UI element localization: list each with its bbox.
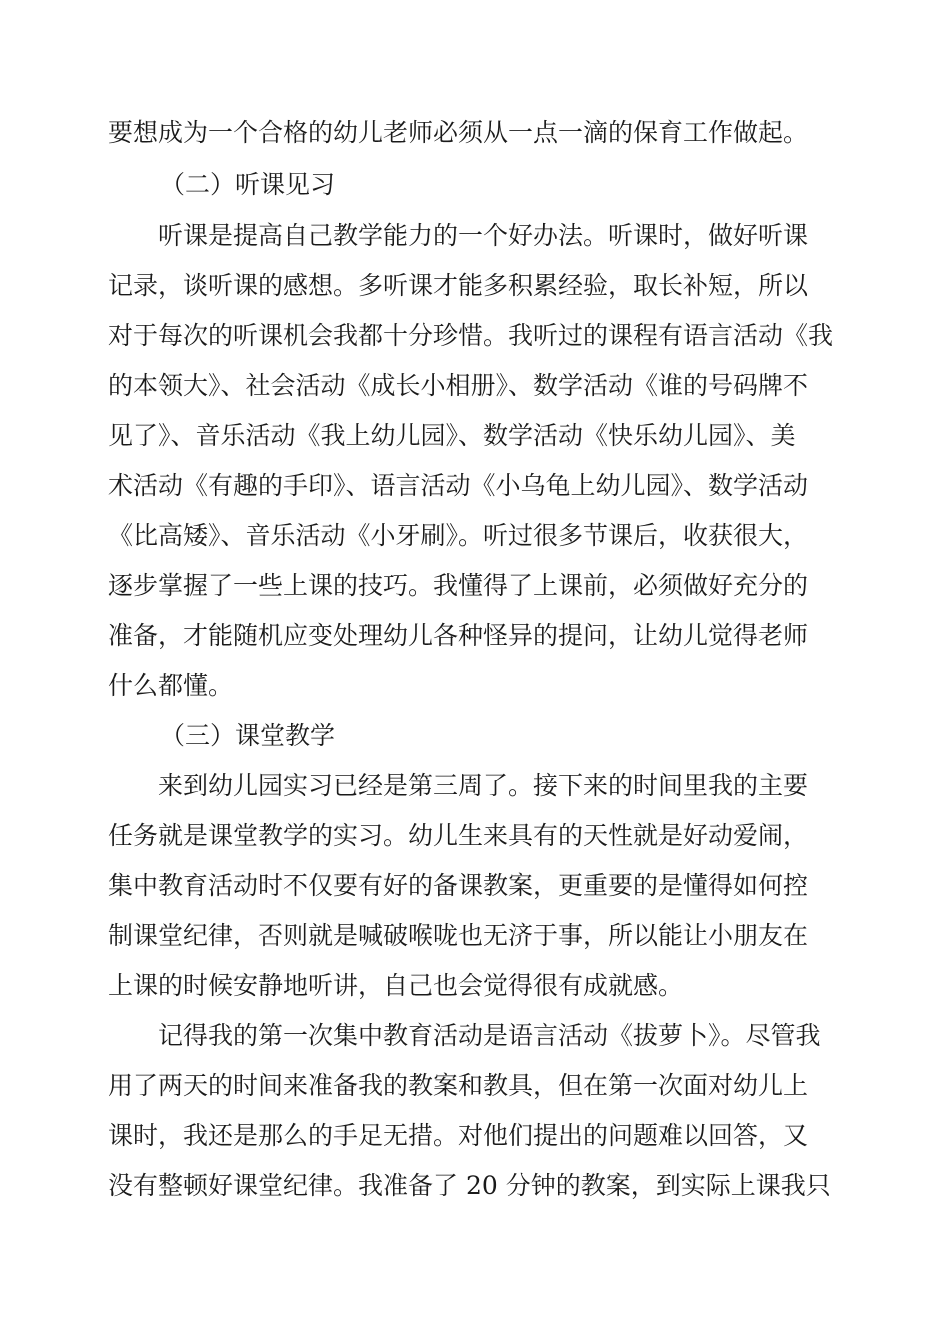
paragraph-line: 课时，我还是那么的手足无措。对他们提出的问题难以回答，又 (108, 1121, 809, 1150)
paragraph-line: 见了》、音乐活动《我上幼儿园》、数学活动《快乐幼儿园》、美 (108, 421, 796, 450)
paragraph-line: 准备，才能随机应变处理幼儿各种怪异的提问，让幼儿觉得老师 (108, 621, 809, 650)
paragraph-line: 听课是提高自己教学能力的一个好办法。听课时，做好听课 (158, 221, 809, 250)
paragraph-line: 什么都懂。 (108, 671, 234, 700)
paragraph-line: 逐步掌握了一些上课的技巧。我懂得了上课前，必须做好充分的 (108, 571, 809, 600)
paragraph-line: 要想成为一个合格的幼儿老师必须从一点一滴的保育工作做起。 (108, 118, 809, 147)
paragraph-line: 术活动《有趣的手印》、语言活动《小乌龟上幼儿园》、数学活动 (108, 471, 809, 500)
paragraph-line: 《比高矮》、音乐活动《小牙刷》。听过很多节课后，收获很大， (108, 521, 809, 550)
paragraph-line: 记录，谈听课的感想。多听课才能多积累经验，取长补短，所以 (108, 271, 809, 300)
paragraph-line: 的本领大》、社会活动《成长小相册》、数学活动《谁的号码牌不 (108, 371, 809, 400)
paragraph-line: 用了两天的时间来准备我的教案和教具，但在第一次面对幼儿上 (108, 1071, 809, 1100)
paragraph-line: 集中教育活动时不仅要有好的备课教案，更重要的是懂得如何控 (108, 871, 809, 900)
paragraph-line: 制课堂纪律，否则就是喊破喉咙也无济于事，所以能让小朋友在 (108, 921, 809, 950)
paragraph-line: 记得我的第一次集中教育活动是语言活动《拔萝卜》。尽管我 (158, 1021, 821, 1050)
section-heading-teaching: （三）课堂教学 (160, 721, 336, 750)
paragraph-line: 来到幼儿园实习已经是第三周了。接下来的时间里我的主要 (158, 771, 809, 800)
paragraph-line: 没有整顿好课堂纪律。我准备了 20 分钟的教案，到实际上课我只 (108, 1171, 831, 1200)
paragraph-line: 任务就是课堂教学的实习。幼儿生来具有的天性就是好动爱闹， (108, 821, 809, 850)
section-heading-observation: （二）听课见习 (160, 170, 336, 199)
paragraph-line: 上课的时候安静地听讲，自己也会觉得很有成就感。 (108, 971, 684, 1000)
paragraph-line: 对于每次的听课机会我都十分珍惜。我听过的课程有语言活动《我 (108, 321, 834, 350)
